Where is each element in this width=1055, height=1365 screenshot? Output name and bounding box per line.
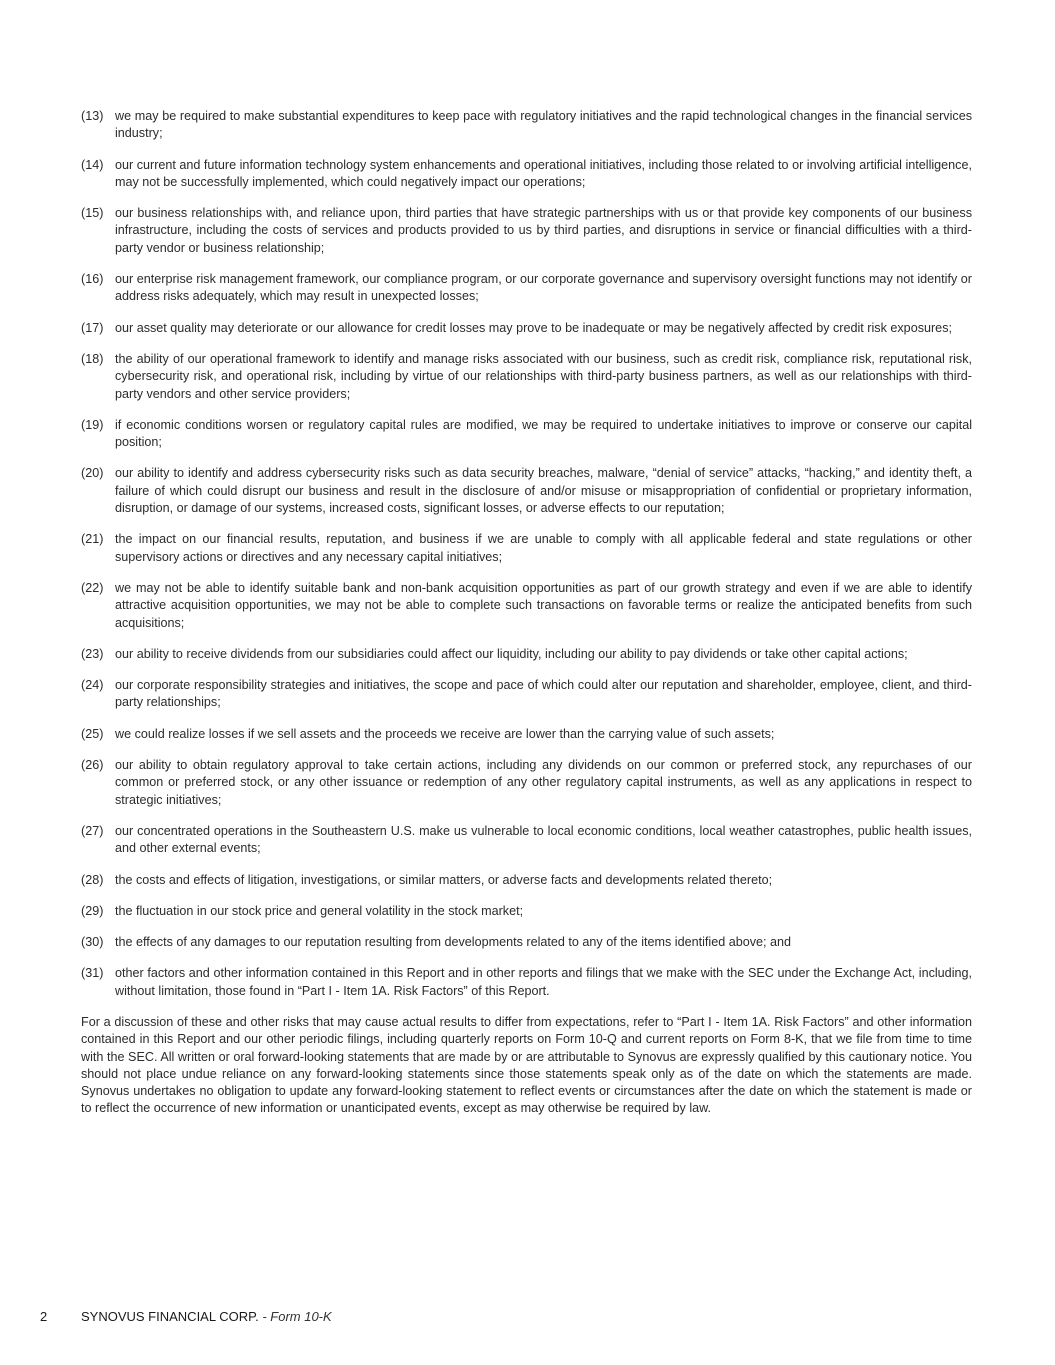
page-footer	[40, 1308, 332, 1326]
list-item-text: our asset quality may deteriorate or our allowance for credit losses may prove to be inadequate or may be negatively affected by credit risk exposures;	[115, 320, 952, 335]
page-number: 2	[40, 1309, 48, 1324]
list-item	[81, 108, 972, 143]
list-item-number: (15)	[81, 206, 104, 221]
list-item-number: (27)	[81, 823, 104, 838]
list-item-text: the fluctuation in our stock price and general volatility in the stock market;	[115, 903, 524, 918]
list-item-text: our corporate responsibility strategies and initiatives, the scope and pace of which could alter our reputation and shareholder, employee, client, and third-party relationships;	[115, 678, 972, 710]
list-item-text: the costs and effects of litigation, investigations, or similar matters, or adverse facts and developments related thereto;	[115, 872, 773, 887]
list-item	[81, 580, 972, 632]
list-item-text: our concentrated operations in the Southeastern U.S. make us vulnerable to local economic conditions, local weather catastrophes, public health issues, and other external events;	[115, 823, 972, 856]
list-item-text: other factors and other information contained in this Report and in other reports and filings that we make with the SEC under the Exchange Act, including, without limitation, those found in “Part I - Item 1A. Risk Factors” of this Report.	[115, 966, 972, 998]
list-item-text: the impact on our financial results, reputation, and business if we are unable to comply with all applicable federal and state regulations or other supervisory actions or directives and any necessary capital initiatives;	[115, 532, 972, 564]
list-item-number: (29)	[81, 903, 104, 918]
list-item-text: our ability to identify and address cybersecurity risks such as data security breaches, malware, “denial of service” attacks, “hacking,” and identity theft, a failure of which could disrupt our business and result in the disclosure of and/or misuse or misappropriation of confidential or proprietary information, disruption, or damage of our systems, increased costs, significant losses, or adverse effects to our reputation;	[115, 466, 972, 516]
list-item-text: our ability to obtain regulatory approval to take certain actions, including any dividends on our common or preferred stock, any repurchases of our common or preferred stock, or any other issuance or redemption of any other regulatory capital instruments, as well as any applications in respect to strategic initiatives;	[115, 758, 972, 807]
list-item	[81, 465, 972, 517]
list-item	[81, 531, 972, 566]
list-item-number: (28)	[81, 872, 104, 887]
list-item-number: (30)	[81, 935, 104, 950]
list-item	[81, 677, 972, 712]
list-item	[81, 205, 972, 257]
list-item-text: the ability of our operational framework to identify and manage risks associated with our business, such as credit risk, compliance risk, reputational risk, cybersecurity risk, and operational risk, including by virtue of our relationships with third-party business partners, as well as our relationships with third-party vendors and other service providers;	[115, 351, 972, 401]
list-item	[81, 271, 972, 306]
form-type: - Form 10-K	[258, 1309, 332, 1324]
list-item-text: we may not be able to identify suitable bank and non-bank acquisition opportunities as part of our growth strategy and even if we are able to identify attractive acquisition opportunities, we may not be able to complete such transactions on favorable terms or realize the anticipated benefits from such acquisitions;	[115, 580, 972, 630]
list-item-number: (26)	[81, 758, 104, 773]
list-item-number: (18)	[81, 351, 104, 366]
list-item-text: if economic conditions worsen or regulatory capital rules are modified, we may be required to undertake initiatives to improve or conserve our capital position;	[115, 417, 972, 450]
closing-paragraph: For a discussion of these and other risks that may cause actual results to differ from expectations, refer to “Part I - Item 1A. Risk Factors” and other information contained in this Report and our other periodic filings, including quarterly reports on Form 10-Q and current reports on Form 8-K, that we file from time to time with the SEC. All written or oral forward-looking statements that are made by or are attributable to Synovus are expressly qualified by this cautionary notice. You should not place undue reliance on any forward-looking statements since those statements speak only as of the date on which the statements are made. Synovus undertakes no obligation to update any forward-looking statement to reflect events or circumstances after the date on which the statement is made or to reflect the occurrence of new information or unanticipated events, except as may otherwise be required by law.	[81, 1014, 972, 1116]
list-item-number: (17)	[81, 320, 104, 335]
document-body	[81, 108, 972, 1118]
list-item-number: (20)	[81, 466, 104, 481]
risk-list	[81, 108, 972, 1000]
list-item-number: (23)	[81, 646, 104, 661]
list-item-number: (24)	[81, 678, 104, 693]
list-item-number: (14)	[81, 157, 104, 172]
list-item	[81, 157, 972, 192]
list-item-number: (19)	[81, 417, 104, 432]
list-item	[81, 872, 972, 889]
list-item	[81, 351, 972, 403]
list-item	[81, 823, 972, 858]
list-item-text: our current and future information technology system enhancements and operational initiatives, including those related to or involving artificial intelligence, may not be successfully implemented, which could negatively impact our operations;	[115, 157, 972, 189]
list-item-number: (21)	[81, 532, 104, 547]
list-item-text: our ability to receive dividends from our subsidiaries could affect our liquidity, including our ability to pay dividends or take other capital actions;	[115, 646, 908, 661]
list-item	[81, 903, 972, 920]
list-item-number: (22)	[81, 580, 104, 595]
list-item	[81, 934, 972, 951]
list-item-text: the effects of any damages to our reputation resulting from developments related to any of the items identified above; and	[115, 935, 792, 950]
list-item	[81, 726, 972, 743]
list-item-text: our business relationships with, and reliance upon, third parties that have strategic partnerships with us or that provide key components of our business infrastructure, including the costs of services and products provided to us by third parties, and disruptions in service or financial difficulties with a third-party vendor or business relationship;	[115, 206, 972, 255]
list-item-number: (25)	[81, 726, 104, 741]
list-item-number: (31)	[81, 966, 104, 981]
list-item	[81, 417, 972, 452]
list-item-text: we could realize losses if we sell assets and the proceeds we receive are lower than the carrying value of such assets;	[115, 726, 775, 741]
list-item	[81, 965, 972, 1000]
list-item	[81, 646, 972, 663]
list-item-text: our enterprise risk management framework, our compliance program, or our corporate governance and supervisory oversight functions may not identify or address risks adequately, which may result in unexpected losses;	[115, 272, 972, 304]
list-item-number: (16)	[81, 272, 104, 287]
company-name: SYNOVUS FINANCIAL CORP.	[81, 1309, 259, 1324]
list-item-text: we may be required to make substantial expenditures to keep pace with regulatory initiatives and the rapid technological changes in the financial services industry;	[115, 109, 972, 141]
list-item	[81, 757, 972, 809]
list-item	[81, 320, 972, 337]
list-item-number: (13)	[81, 109, 104, 123]
